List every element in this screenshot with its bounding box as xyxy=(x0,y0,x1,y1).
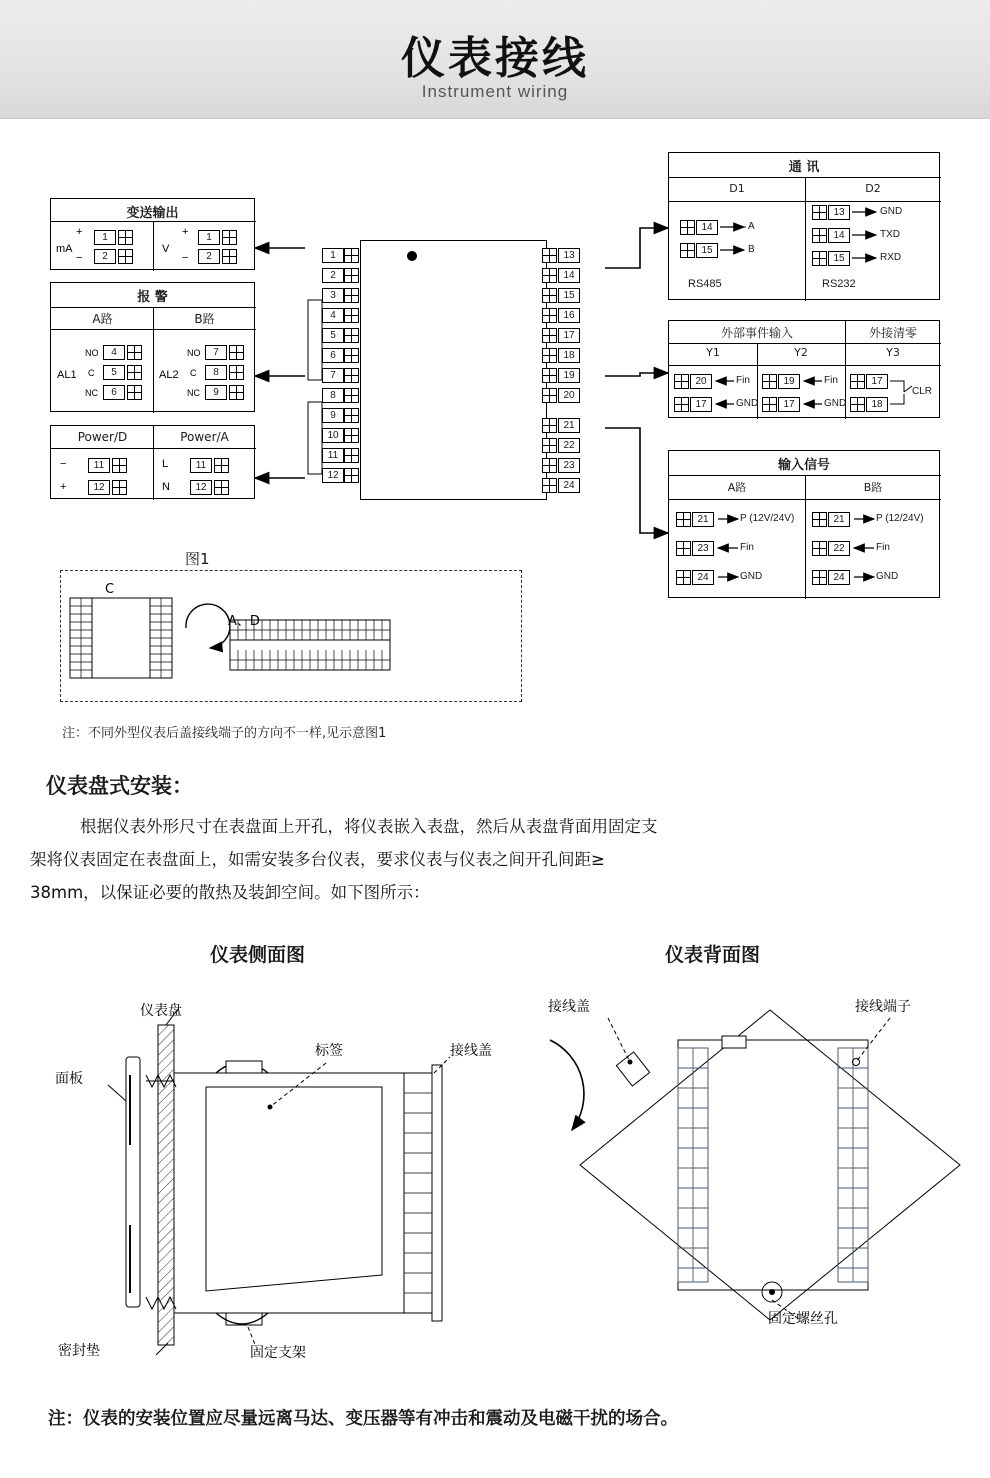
terminal-screw-icon xyxy=(344,268,359,283)
terminal-num: 13 xyxy=(828,205,850,220)
terminal-screw-icon xyxy=(542,348,557,363)
terminal-num: 18 xyxy=(558,348,580,363)
alarm-b-com-label: C xyxy=(190,368,197,378)
terminal-num: 12 xyxy=(88,480,110,495)
input-signal-col-b: B路 xyxy=(863,481,883,494)
back-view-caption: 仪表背面图 xyxy=(665,944,761,966)
terminal-screw-icon xyxy=(127,365,142,380)
fig1-label-c: C xyxy=(105,582,115,597)
event-y2-sig: GND xyxy=(824,398,847,409)
comm-d1-sig: A xyxy=(748,221,755,232)
terminal-screw-icon xyxy=(214,458,229,473)
terminal-num: 1 xyxy=(94,230,116,245)
alarm-a-nc-label: NC xyxy=(85,388,98,398)
terminal-num: 8 xyxy=(205,365,227,380)
input-signal-col-a: A路 xyxy=(727,481,747,494)
alarm-col-b: B路 xyxy=(194,312,215,326)
figure-note: 注：不同外型仪表后盖接线端子的方向不一样,见示意图1 xyxy=(62,726,387,741)
transmit-output-v-label: V xyxy=(162,243,170,255)
power-d-title: Power/D xyxy=(77,430,128,444)
terminal-num: 5 xyxy=(322,328,344,343)
event-y2-sig: Fin xyxy=(824,375,838,386)
transmit-output-title: 变送输出 xyxy=(126,206,179,221)
transmit-output-v-minus-sign: − xyxy=(182,252,189,264)
terminal-screw-icon xyxy=(344,308,359,323)
terminal-screw-icon xyxy=(344,328,359,343)
terminal-num: 17 xyxy=(778,397,800,412)
terminal-num: 17 xyxy=(866,374,888,389)
terminal-num: 19 xyxy=(558,368,580,383)
fig1-caption: 图1 xyxy=(185,550,210,568)
input-b-sig: Fin xyxy=(876,542,890,553)
terminal-screw-icon xyxy=(229,345,244,360)
terminal-screw-icon xyxy=(112,480,127,495)
back-label-wiring-cover: 接线盖 xyxy=(548,999,590,1015)
alarm-col-a: A路 xyxy=(92,312,113,326)
terminal-screw-icon xyxy=(542,248,557,263)
terminal-num: 17 xyxy=(690,397,712,412)
install-paragraph-line2: 架将仪表固定在表盘面上，如需安装多台仪表，要求仪表与仪表之间开孔间距≥ xyxy=(30,850,605,869)
terminal-screw-icon xyxy=(344,368,359,383)
side-view-drawing xyxy=(30,995,510,1375)
install-paragraph-line1: 根据仪表外形尺寸在表盘面上开孔，将仪表嵌入表盘，然后从表盘背面用固定支 xyxy=(80,817,658,836)
terminal-screw-icon xyxy=(344,468,359,483)
input-a-sig: GND xyxy=(740,571,763,582)
terminal-num: 6 xyxy=(322,348,344,363)
comm-d2-footer: RS232 xyxy=(822,278,856,290)
terminal-num: 9 xyxy=(322,408,344,423)
terminal-screw-icon xyxy=(542,368,557,383)
fig1-drawing xyxy=(60,570,530,710)
side-label-gasket: 密封垫 xyxy=(58,1343,100,1359)
comm-d1-sig: B xyxy=(748,244,755,255)
alarm-al2-label: AL2 xyxy=(159,369,179,381)
terminal-num: 21 xyxy=(828,512,850,527)
terminal-num: 17 xyxy=(558,328,580,343)
page-subtitle: Instrument wiring xyxy=(421,82,569,101)
comm-d2-sig: RXD xyxy=(880,252,902,263)
external-clear-title: 外接清零 xyxy=(868,326,917,340)
terminal-num: 11 xyxy=(190,458,212,473)
terminal-num: 13 xyxy=(558,248,580,263)
back-label-screw-hole: 固定螺丝孔 xyxy=(768,1311,838,1327)
terminal-num: 16 xyxy=(558,308,580,323)
terminal-num: 1 xyxy=(198,230,220,245)
install-paragraph-line3: 38mm，以保证必要的散热及装卸空间。如下图所示： xyxy=(30,883,430,902)
event-col-y2: Y2 xyxy=(794,346,808,359)
communication-col-d1: D1 xyxy=(729,182,745,195)
side-label-tag: 标签 xyxy=(315,1043,343,1059)
alarm-al1-label: AL1 xyxy=(57,369,77,381)
terminal-num: 23 xyxy=(692,541,714,556)
terminal-screw-icon xyxy=(127,345,142,360)
terminal-num: 20 xyxy=(690,374,712,389)
terminal-num: 24 xyxy=(558,478,580,493)
back-view-drawing xyxy=(560,1000,980,1340)
terminal-screw-icon xyxy=(214,480,229,495)
event-y1-sig: GND xyxy=(736,398,759,409)
power-d-plus-label: + xyxy=(60,481,67,493)
terminal-screw-icon xyxy=(229,385,244,400)
terminal-num: 24 xyxy=(692,570,714,585)
transmit-output-ma-label: mA xyxy=(56,243,73,255)
event-col-y3: Y3 xyxy=(886,346,900,359)
terminal-num: 8 xyxy=(322,388,344,403)
terminal-screw-icon xyxy=(542,418,557,433)
terminal-num: 11 xyxy=(88,458,110,473)
alarm-b-no-label: NO xyxy=(187,348,201,358)
terminal-num: 20 xyxy=(558,388,580,403)
terminal-screw-icon xyxy=(542,288,557,303)
transmit-output-plus-sign: + xyxy=(76,226,83,238)
terminal-num: 21 xyxy=(558,418,580,433)
terminal-num: 23 xyxy=(558,458,580,473)
terminal-num: 2 xyxy=(322,268,344,283)
terminal-num: 21 xyxy=(692,512,714,527)
terminal-num: 7 xyxy=(322,368,344,383)
comm-arrows xyxy=(668,152,948,312)
input-signal-title: 输入信号 xyxy=(777,458,830,473)
terminal-num: 24 xyxy=(828,570,850,585)
comm-d1-footer: RS485 xyxy=(688,278,722,290)
terminal-num: 18 xyxy=(866,397,888,412)
input-b-sig: GND xyxy=(876,571,899,582)
terminal-screw-icon xyxy=(344,448,359,463)
terminal-num: 12 xyxy=(190,480,212,495)
terminal-num: 7 xyxy=(205,345,227,360)
side-view-caption: 仪表侧面图 xyxy=(210,944,306,966)
terminal-num: 14 xyxy=(558,268,580,283)
communication-title: 通 讯 xyxy=(788,160,820,175)
terminal-screw-icon xyxy=(127,385,142,400)
terminal-num: 15 xyxy=(828,251,850,266)
event-col-y1: Y1 xyxy=(706,346,720,359)
side-label-panel-board: 仪表盘 xyxy=(140,1003,182,1019)
comm-d2-sig: GND xyxy=(880,206,903,217)
input-a-sig: P (12V/24V) xyxy=(740,513,795,524)
terminal-screw-icon xyxy=(344,408,359,423)
terminal-num: 14 xyxy=(828,228,850,243)
alarm-a-no-label: NO xyxy=(85,348,99,358)
terminal-num: 1 xyxy=(322,248,344,263)
input-a-sig: Fin xyxy=(740,542,754,553)
terminal-num: 9 xyxy=(205,385,227,400)
side-label-wiring-cover: 接线盖 xyxy=(450,1043,492,1059)
terminal-screw-icon xyxy=(542,438,557,453)
page-header xyxy=(0,0,990,119)
transmit-output-v-plus-sign: + xyxy=(182,226,189,238)
event-input-title: 外部事件输入 xyxy=(720,326,793,340)
transmit-output-minus-sign: − xyxy=(76,252,83,264)
side-label-bracket: 固定支架 xyxy=(250,1345,306,1361)
terminal-num: 6 xyxy=(103,385,125,400)
bottom-note: 注：仪表的安装位置应尽量远离马达、变压器等有冲击和震动及电磁干扰的场合。 xyxy=(48,1409,678,1429)
event-y3-sig: CLR xyxy=(912,386,933,397)
terminal-screw-icon xyxy=(542,328,557,343)
terminal-screw-icon xyxy=(542,388,557,403)
comm-d2-sig: TXD xyxy=(880,229,900,240)
terminal-num: 10 xyxy=(322,428,344,443)
terminal-screw-icon xyxy=(344,428,359,443)
terminal-screw-icon xyxy=(229,365,244,380)
back-label-terminal: 接线端子 xyxy=(855,999,911,1015)
terminal-screw-icon xyxy=(542,478,557,493)
power-d-minus-label: − xyxy=(60,458,67,470)
terminal-screw-icon xyxy=(112,458,127,473)
terminal-num: 11 xyxy=(322,448,344,463)
terminal-num: 22 xyxy=(558,438,580,453)
alarm-b-nc-label: NC xyxy=(187,388,200,398)
terminal-screw-icon xyxy=(542,308,557,323)
terminal-num: 3 xyxy=(322,288,344,303)
terminal-screw-icon xyxy=(344,388,359,403)
terminal-num: 12 xyxy=(322,468,344,483)
terminal-screw-icon xyxy=(344,248,359,263)
terminal-screw-icon xyxy=(344,288,359,303)
terminal-screw-icon xyxy=(118,249,133,264)
page-title: 仪表接线 xyxy=(401,33,589,84)
terminal-num: 2 xyxy=(94,249,116,264)
terminal-num: 4 xyxy=(322,308,344,323)
power-a-title: Power/A xyxy=(180,430,229,444)
terminal-num: 15 xyxy=(696,243,718,258)
terminal-num: 5 xyxy=(103,365,125,380)
fig1-label-ad: A、D xyxy=(228,614,260,629)
alarm-title: 报 警 xyxy=(137,290,168,305)
terminal-num: 2 xyxy=(198,249,220,264)
event-y1-sig: Fin xyxy=(736,375,750,386)
install-heading: 仪表盘式安装： xyxy=(46,774,193,798)
terminal-num: 14 xyxy=(696,220,718,235)
terminal-num: 19 xyxy=(778,374,800,389)
terminal-num: 15 xyxy=(558,288,580,303)
terminal-num: 4 xyxy=(103,345,125,360)
input-b-sig: P (12/24V) xyxy=(876,513,924,524)
terminal-screw-icon xyxy=(118,230,133,245)
terminal-num: 22 xyxy=(828,541,850,556)
event-arrows xyxy=(668,320,948,430)
terminal-screw-icon xyxy=(222,230,237,245)
alarm-a-com-label: C xyxy=(88,368,95,378)
power-a-n-label: N xyxy=(162,481,170,493)
communication-col-d2: D2 xyxy=(865,182,881,195)
terminal-screw-icon xyxy=(542,458,557,473)
side-label-front-panel: 面板 xyxy=(55,1071,83,1087)
power-a-l-label: L xyxy=(162,458,169,470)
terminal-screw-icon xyxy=(222,249,237,264)
terminal-screw-icon xyxy=(542,268,557,283)
terminal-screw-icon xyxy=(344,348,359,363)
input-signal-arrows xyxy=(668,450,948,610)
